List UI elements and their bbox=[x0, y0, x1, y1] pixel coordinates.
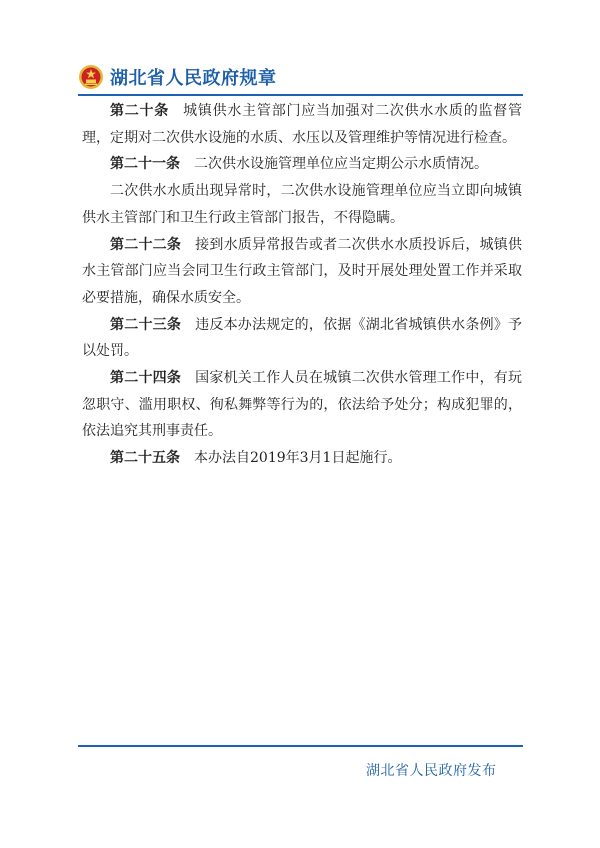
article-23 bbox=[82, 312, 522, 365]
header-rule bbox=[78, 94, 523, 96]
article-25 bbox=[82, 445, 522, 472]
article-text: 国家机关工作人员在城镇二次供水管理工作中，有玩忽职守、滥用职权、徇私舞弊等行为的，依法给予处分；构成犯罪的，依法追究其刑事责任。 bbox=[82, 370, 523, 440]
article-text: 违反本办法规定的，依据《湖北省城镇供水条例》予以处罚。 bbox=[82, 316, 523, 360]
article-number: 第二十一条 bbox=[110, 156, 180, 173]
document-body bbox=[82, 98, 522, 472]
footer-publisher: 湖北省人民政府发布 bbox=[366, 763, 497, 779]
article-21-para-2 bbox=[82, 178, 522, 231]
article-text: 城镇供水主管部门应当加强对二次供水水质的监督管理，定期对二次供水设施的水质、水压以及管理维护等情况进行检查。 bbox=[82, 103, 522, 146]
footer-rule bbox=[78, 745, 523, 747]
article-20 bbox=[82, 98, 522, 151]
article-number: 第二十三条 bbox=[110, 316, 182, 333]
article-text: 二次供水水质出现异常时，二次供水设施管理单位应当立即向城镇供水主管部门和卫生行政主管部门报告，不得隐瞒。 bbox=[82, 183, 522, 226]
article-number: 第二十五条 bbox=[110, 450, 180, 467]
page-header bbox=[78, 62, 277, 92]
article-24 bbox=[82, 365, 522, 445]
article-22 bbox=[82, 232, 522, 312]
article-number: 第二十二条 bbox=[110, 236, 182, 253]
article-text: 接到水质异常报告或者二次供水水质投诉后，城镇供水主管部门应当会同卫生行政主管部门，及时开展处理处置工作并采取必要措施，确保水质安全。 bbox=[82, 236, 523, 306]
article-number: 第二十条 bbox=[110, 103, 170, 119]
article-text: 二次供水设施管理单位应当定期公示水质情况。 bbox=[194, 156, 488, 173]
article-number: 第二十四条 bbox=[110, 370, 182, 387]
article-21 bbox=[82, 151, 522, 178]
national-emblem-icon bbox=[78, 64, 104, 90]
article-text: 本办法自2019年3月1日起施行。 bbox=[194, 450, 402, 467]
header-title: 湖北省人民政府规章 bbox=[110, 68, 277, 89]
